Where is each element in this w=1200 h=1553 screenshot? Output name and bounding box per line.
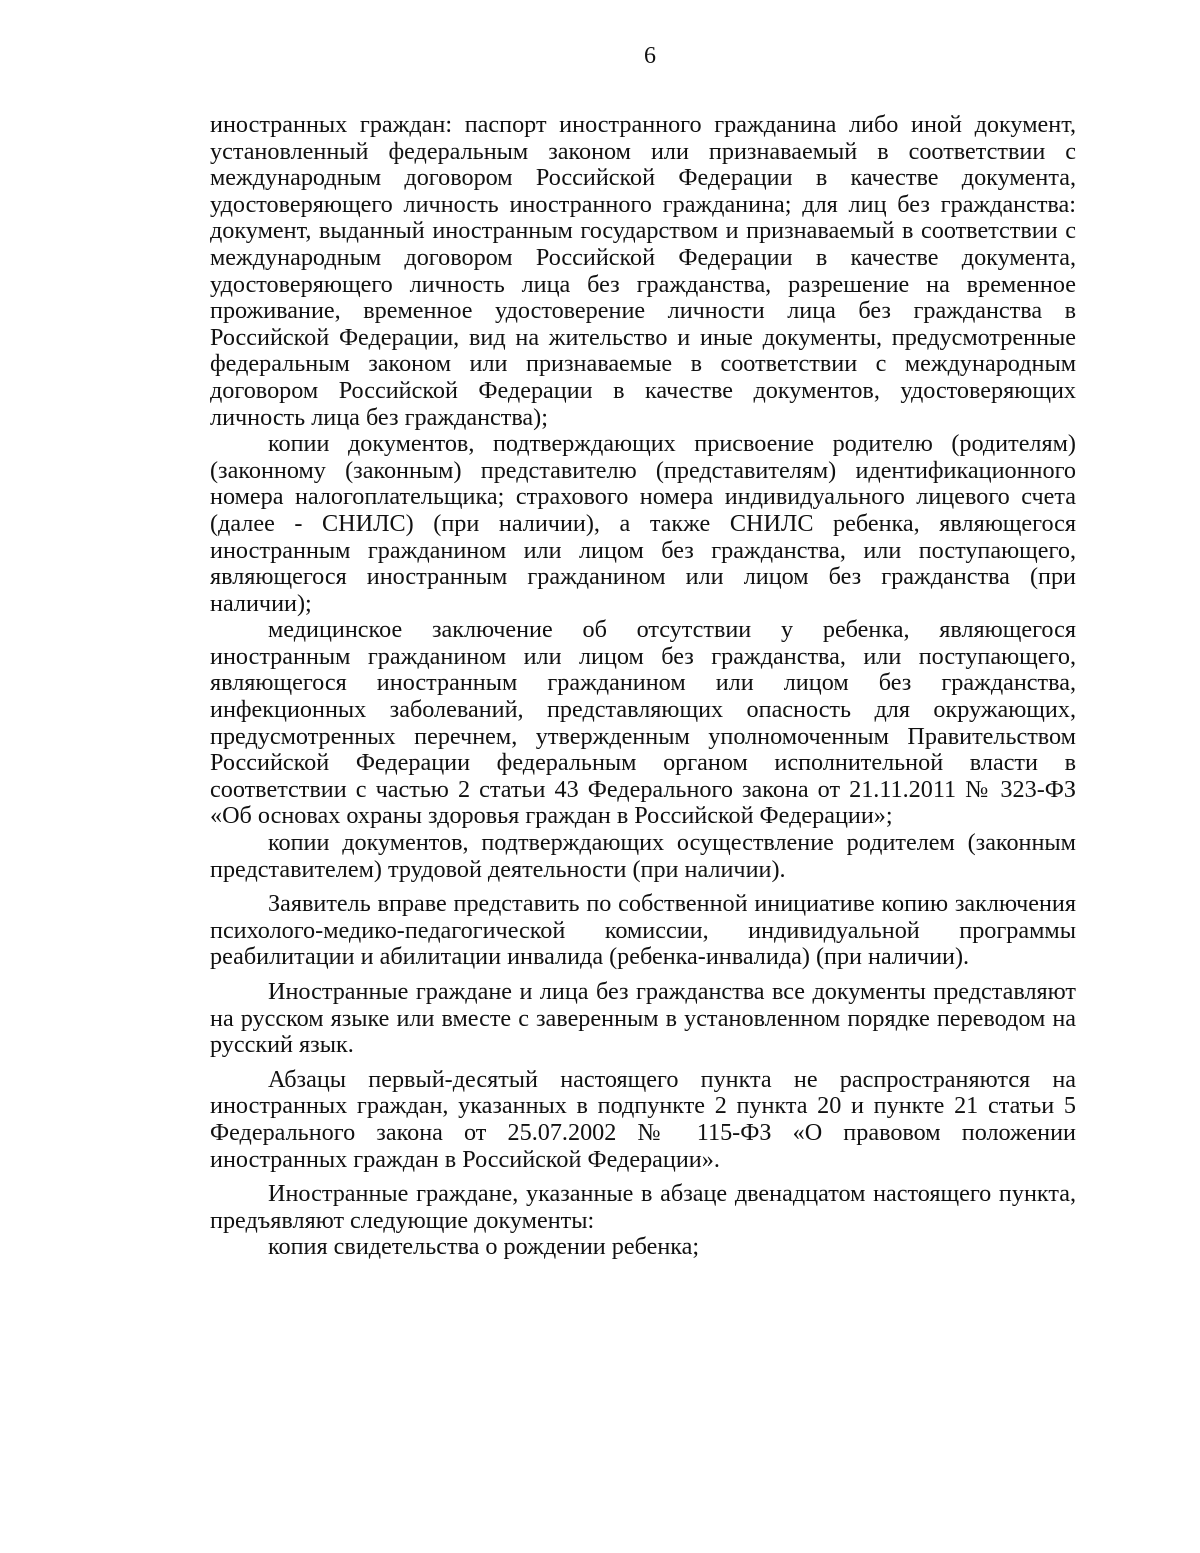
paragraph-medical-certificate: медицинское заключение об отсутствии у ребенка, являющегося иностранным гражданином или лицом без гражданства, или поступающего, являющегося иностранным гражданином или лицом без гражданства, инфекционных заболеваний, представляющих опасность для окружающих, предусмотренных перечнем, утвержденным уполномоченным Правительством Российской Федерации федеральным органом исполнительной власти в соответствии с частью 2 статьи 43 Федерального закона от 21.11.2011 № 323-ФЗ «Об основах охраны здоровья граждан в Российской Федерации»; [210, 616, 1076, 830]
paragraph-exception: Абзацы первый-десятый настоящего пункта не распространяются на иностранных граждан, указанных в подпункте 2 пункта 20 и пункте 21 статьи 5 Федерального закона от 25.07.2002 № 115-ФЗ «О правовом положении иностранных граждан в Российской Федерации». [210, 1065, 1076, 1173]
page-number: 6 [644, 43, 656, 69]
paragraph-birth-certificate: копия свидетельства о рождении ребенка; [268, 1233, 700, 1261]
document-body [210, 112, 1076, 1261]
paragraph-foreign-citizens-documents: Иностранные граждане, указанные в абзаце двенадцатом настоящего пункта, предъявляют следующие документы: [210, 1180, 1076, 1234]
paragraph-tax-snils-copies: копии документов, подтверждающих присвоение родителю (родителям) (законному (законным) представителю (представителям) идентификационного номера налогоплательщика; страхового номера индивидуального лицевого счета (далее - СНИЛС) (при наличии), а также СНИЛС ребенка, являющегося иностранным гражданином или лицом без гражданства, или поступающего, являющегося иностранным гражданином или лицом без гражданства (при наличии); [210, 430, 1076, 617]
paragraph-russian-language: Иностранные граждане и лица без гражданства все документы представляют на русском языке или вместе с заверенным в установленном порядке переводом на русский язык. [210, 978, 1076, 1059]
paragraph-identity-documents: иностранных граждан: паспорт иностранного гражданина либо иной документ, установленный федеральным законом или признаваемый в соответствии с международным договором Российской Федерации в качестве документа, удостоверяющего личность иностранного гражданина; для лиц без гражданства: документ, выданный иностранным государством и признаваемый в соответствии с международным договором Российской Федерации в качестве документа, удостоверяющего личность лица без гражданства, разрешение на временное проживание, временное удостоверение личности лица без гражданства в Российской Федерации, вид на жительство и иные документы, предусмотренные федеральным законом или признаваемые в соответствии с международным договором Российской Федерации в качестве документов, удостоверяющих личность лица без гражданства); [210, 111, 1076, 431]
paragraph-applicant-right: Заявитель вправе представить по собственной инициативе копию заключения психолого-медико-педагогической комиссии, индивидуальной программы реабилитации и абилитации инвалида (ребенка-инвалида) (при наличии). [210, 890, 1076, 971]
paragraph-employment-copies: копии документов, подтверждающих осуществление родителем (законным представителем) трудовой деятельности (при наличии). [210, 829, 1076, 883]
